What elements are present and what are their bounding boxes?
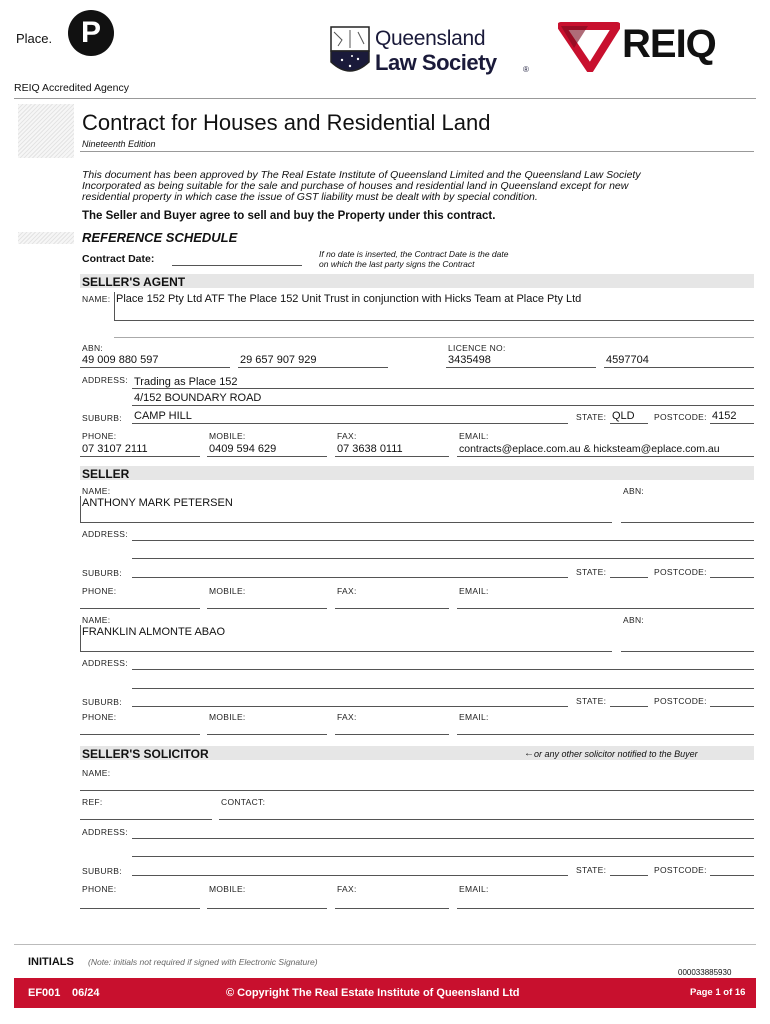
solicitor-mobile-label: MOBILE: [209, 884, 246, 894]
agent-name[interactable]: Place 152 Pty Ltd ATF The Place 152 Unit Trust in conjunction with Hicks Team at Place Pty Ltd [116, 293, 582, 305]
seller1-suburb-label: SUBURB: [82, 568, 122, 578]
seller2-state-label: STATE: [576, 696, 607, 706]
solicitor-suburb-label: SUBURB: [82, 866, 122, 876]
contract-date-label: Contract Date: [82, 253, 155, 265]
solicitor-name-label: NAME: [82, 768, 111, 778]
title-hatch-left [18, 104, 74, 158]
agent-abn-2[interactable]: 29 657 907 929 [240, 354, 317, 366]
solicitor-postcode-label: POSTCODE: [654, 865, 707, 875]
seller1-state-label: STATE: [576, 567, 607, 577]
seller2-suburb-line [132, 706, 568, 707]
seller2-name[interactable]: FRANKLIN ALMONTE ABAO [82, 626, 226, 638]
agent-name-line-2 [114, 337, 754, 338]
seller1-name[interactable]: ANTHONY MARK PETERSEN [82, 497, 233, 509]
solicitor-address-label: ADDRESS: [82, 827, 128, 837]
solicitor-phone-label: PHONE: [82, 884, 117, 894]
initials-box[interactable] [340, 952, 460, 970]
solicitor-postcode-line [710, 875, 754, 876]
page-title: Contract for Houses and Residential Land [82, 110, 491, 135]
seller2-name-line [80, 651, 612, 652]
agent-email[interactable]: contracts@eplace.com.au & hicksteam@eplace.com.au [459, 443, 720, 455]
agent-suburb-line [132, 423, 568, 424]
agent-phone[interactable]: 07 3107 2111 [82, 443, 148, 455]
form-date: 06/24 [72, 987, 100, 999]
doc-number: 000033885930 [678, 968, 732, 977]
seller1-name-box-left [80, 496, 81, 522]
seller2-postcode-label: POSTCODE: [654, 696, 707, 706]
agent-address-1[interactable]: Trading as Place 152 [134, 376, 238, 388]
seller2-address-line-2 [132, 688, 754, 689]
qls-registered-mark: ® [523, 65, 529, 74]
seller2-fax-label: FAX: [337, 712, 357, 722]
reiq-logo-text: REIQ [622, 22, 716, 66]
page-number: Page 1 of 16 [690, 987, 746, 998]
contract-date-line [172, 265, 302, 266]
contract-date-note-2: on which the last party signs the Contract [319, 259, 475, 269]
seller1-fax-label: FAX: [337, 586, 357, 596]
form-code: EF001 [28, 987, 61, 999]
solicitor-ref-label: REF: [82, 797, 103, 807]
solicitor-fax-label: FAX: [337, 884, 357, 894]
agent-phone-line [80, 456, 200, 457]
solicitor-state-line [610, 875, 648, 876]
solicitor-fax-line [335, 908, 449, 909]
agent-mobile-line [207, 456, 327, 457]
seller1-phone-line [80, 608, 200, 609]
seller2-address-label: ADDRESS: [82, 658, 128, 668]
solicitor-ref-line [80, 819, 212, 820]
reiq-triangle-icon [558, 22, 620, 72]
agent-address-label: ADDRESS: [82, 375, 128, 385]
seller2-mobile-line [207, 734, 327, 735]
seller1-fax-line [335, 608, 449, 609]
solicitor-note: or any other solicitor notified to the Buyer [534, 749, 698, 759]
place-logo-letter: P [80, 16, 101, 49]
solicitor-state-label: STATE: [576, 865, 607, 875]
agent-licence-label: LICENCE NO: [448, 343, 506, 353]
footer-divider [14, 944, 756, 945]
seller2-mobile-label: MOBILE: [209, 712, 246, 722]
qls-logo [330, 26, 530, 80]
solicitor-suburb-line [132, 875, 568, 876]
agent-name-label: NAME: [82, 294, 111, 304]
agent-abn-1[interactable]: 49 009 880 597 [82, 354, 159, 366]
agent-fax-line [335, 456, 449, 457]
solicitor-address-line-1 [132, 838, 754, 839]
seller2-abn-label: ABN: [623, 615, 645, 625]
schedule-title: REFERENCE SCHEDULE [82, 230, 238, 245]
agent-mobile[interactable]: 0409 594 629 [209, 443, 277, 455]
solicitor-email-line [457, 908, 754, 909]
reiq-logo [558, 22, 758, 74]
agent-address-1-line [132, 388, 754, 389]
seller2-phone-line [80, 734, 200, 735]
seller2-name-label: NAME: [82, 615, 111, 625]
agent-suburb-label: SUBURB: [82, 413, 122, 423]
solicitor-phone-line [80, 908, 200, 909]
agent-fax-label: FAX: [337, 431, 357, 441]
seller-bar [80, 466, 754, 480]
agent-postcode[interactable]: 4152 [712, 410, 737, 422]
seller1-postcode-line [710, 577, 754, 578]
seller1-phone-label: PHONE: [82, 586, 117, 596]
agent-licence-2[interactable]: 4597704 [606, 354, 649, 366]
seller-title: SELLER [82, 467, 130, 481]
seller1-email-label: EMAIL: [459, 586, 489, 596]
place-logo-circle [68, 10, 114, 56]
solicitor-contact-line [219, 819, 754, 820]
seller2-abn-line [621, 651, 754, 652]
contract-date-note-1: If no date is inserted, the Contract Date is the date [319, 249, 509, 259]
agent-licence-2-line [604, 367, 754, 368]
seller1-mobile-line [207, 608, 327, 609]
seller1-abn-line [621, 522, 754, 523]
qls-name-line1: Queensland [375, 27, 486, 50]
seller2-phone-label: PHONE: [82, 712, 117, 722]
agent-postcode-label: POSTCODE: [654, 412, 707, 422]
agent-abn-label: ABN: [82, 343, 104, 353]
agent-abn-2-line [238, 367, 388, 368]
edition: Nineteenth Edition [82, 139, 156, 149]
solicitor-contact-label: CONTACT: [221, 797, 266, 807]
agent-state-line [610, 423, 648, 424]
agent-state[interactable]: QLD [612, 410, 635, 422]
qls-crest-icon [330, 26, 370, 78]
seller1-state-line [610, 577, 648, 578]
agent-state-label: STATE: [576, 412, 607, 422]
agent-email-line [457, 456, 754, 457]
place-logo [14, 10, 134, 65]
seller2-postcode-line [710, 706, 754, 707]
solicitor-address-line-2 [132, 856, 754, 857]
arrow-left-icon: ← [524, 748, 534, 759]
seller1-postcode-label: POSTCODE: [654, 567, 707, 577]
schedule-hatch-left [18, 232, 74, 244]
agent-phone-label: PHONE: [82, 431, 117, 441]
agent-abn-1-line [80, 367, 230, 368]
seller1-address-line-2 [132, 558, 754, 559]
intro-line-1: This document has been approved by The Real Estate Institute of Queensland Limited and the Queensland Law Society [82, 169, 641, 181]
seller2-address-line-1 [132, 669, 754, 670]
agent-fax[interactable]: 07 3638 0111 [337, 443, 403, 455]
solicitor-name-line [80, 790, 754, 791]
solicitor-title: SELLER'S SOLICITOR [82, 747, 209, 761]
agent-email-label: EMAIL: [459, 431, 489, 441]
accredited-agency: REIQ Accredited Agency [14, 82, 129, 94]
seller1-suburb-line [132, 577, 568, 578]
seller2-name-box-left [80, 625, 81, 651]
seller2-email-label: EMAIL: [459, 712, 489, 722]
seller2-fax-line [335, 734, 449, 735]
title-underline [80, 151, 754, 152]
seller2-state-line [610, 706, 648, 707]
copyright: © Copyright The Real Estate Institute of Queensland Ltd [226, 987, 520, 999]
agent-name-line [114, 320, 754, 321]
seller1-address-line-1 [132, 540, 754, 541]
agree-statement: The Seller and Buyer agree to sell and buy the Property under this contract. [82, 210, 496, 222]
initials-note: (Note: initials not required if signed with Electronic Signature) [88, 957, 318, 967]
solicitor-mobile-line [207, 908, 327, 909]
agent-address-2-line [132, 405, 754, 406]
seller1-mobile-label: MOBILE: [209, 586, 246, 596]
agent-name-box-left [114, 292, 115, 320]
agent-mobile-label: MOBILE: [209, 431, 246, 441]
agent-postcode-line [710, 423, 754, 424]
seller1-address-label: ADDRESS: [82, 529, 128, 539]
place-logo-text: Place. [16, 31, 53, 46]
seller1-name-label: NAME: [82, 486, 111, 496]
seller1-email-line [457, 608, 754, 609]
intro-line-2: Incorporated as being suitable for the sale and purchase of houses and residential land in Queensland except for new [82, 180, 629, 192]
agent-address-2[interactable]: 4/152 BOUNDARY ROAD [134, 392, 262, 404]
seller1-abn-label: ABN: [623, 486, 645, 496]
seller1-name-line [80, 522, 612, 523]
seller2-email-line [457, 734, 754, 735]
solicitor-email-label: EMAIL: [459, 884, 489, 894]
agent-suburb[interactable]: CAMP HILL [134, 410, 192, 422]
intro-line-3: residential property in which case the issue of GST liability must be dealt with by special condition. [82, 191, 538, 203]
footer-bar [14, 978, 756, 1008]
qls-name-line2: Law Society [375, 50, 497, 75]
initials-label: INITIALS [28, 956, 74, 968]
agent-licence-1[interactable]: 3435498 [448, 354, 491, 366]
header-divider [14, 98, 756, 99]
sellers-agent-title: SELLER'S AGENT [82, 275, 186, 289]
agent-licence-1-line [446, 367, 596, 368]
seller2-suburb-label: SUBURB: [82, 697, 122, 707]
